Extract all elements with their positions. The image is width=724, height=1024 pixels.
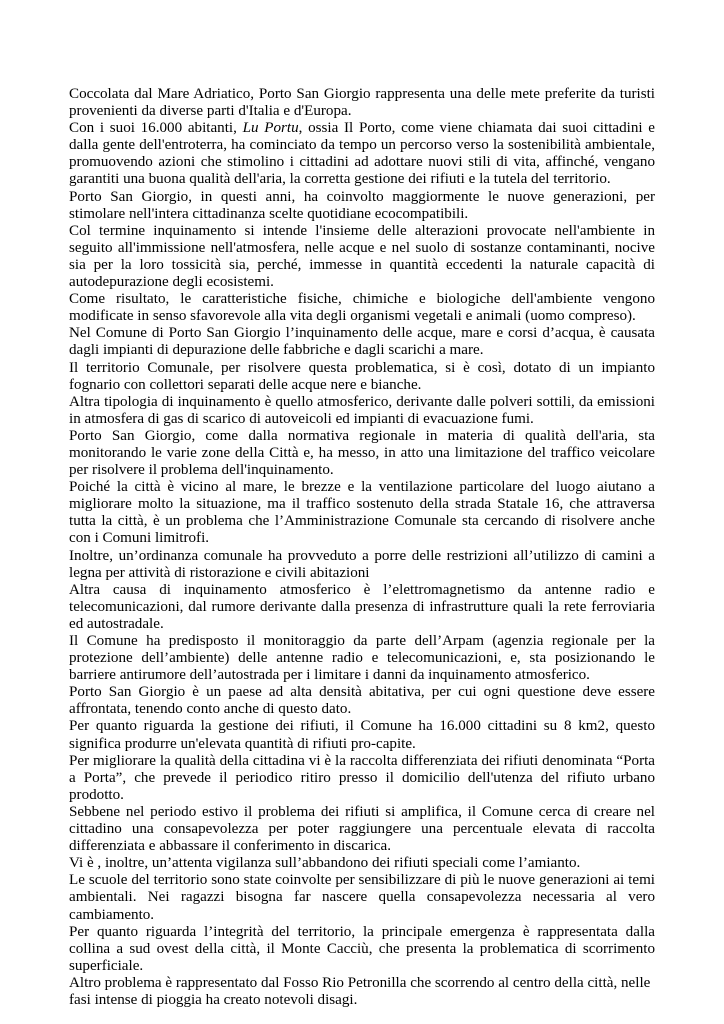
paragraph-text: Le scuole del territorio sono state coinvolte per sensibilizzare di più le nuove generazioni ai temi ambientali. Nei ragazzi bisogna far nascere quella consapevolezza necessaria al vero cambiamento. [69,872,655,923]
paragraph [69,189,655,223]
paragraph [69,291,655,325]
paragraph-text: Porto San Giorgio, in questi anni, ha coinvolto maggiormente le nuove generazioni, per stimolare nell'intera cittadinanza scelte quotidiane ecocompatibili. [69,188,655,222]
paragraph [69,428,655,479]
paragraph [69,718,655,752]
paragraph-text: Col termine inquinamento si intende l'insieme delle alterazioni provocate nell'ambiente in seguito all'immissione nell'atmosfera, nelle acque e nel suolo di sostanze contaminanti, nocive sia per la loro tossicità sia, perché, immesse in quantità eccedenti la naturale capacità di autodepurazione degli ecosistemi. [69,222,655,291]
paragraph-text: Sebbene nel periodo estivo il problema dei rifiuti si amplifica, il Comune cerca di creare nel cittadino una consapevolezza per poter raggiungere una percentuale elevata di raccolta differenziata e abbassare il conferimento in discarica. [69,803,655,855]
paragraph-text: Per quanto riguarda la gestione dei rifiuti, il Comune ha 16.000 cittadini su 8 km2, questo significa produrre un'elevata quantità di rifiuti pro-capite. [69,718,655,752]
paragraph-text: Per quanto riguarda l’integrità del territorio, la principale emergenza è rappresentata dalla collina a sud ovest della città, il Monte Cacciù, che presenta la problematica di scorrimento superficiale. [69,923,655,974]
paragraph-text: Altra tipologia di inquinamento è quello atmosferico, derivante dalle polveri sottili, da emissioni in atmosfera di gas di scarico di autoveicoli ed impianti di evacuazione fumi. [69,393,655,427]
paragraph [69,548,655,582]
paragraph [69,394,655,428]
paragraph-text: Vi è , inoltre, un’attenta vigilanza sull’abbandono dei rifiuti speciali come l’amianto. [69,855,581,872]
paragraph-text: Il territorio Comunale, per risolvere questa problematica, si è così, dotato di un impianto fognario con collettori separati delle acque nere e bianche. [69,359,655,393]
paragraph [69,872,655,923]
paragraph [69,479,655,547]
paragraph [69,582,655,633]
paragraph [69,924,655,975]
paragraph-text: Altro problema è rappresentato dal Fosso Rio Petronilla che scorrendo al centro della città, nelle fasi intense di pioggia ha creato notevoli disagi. [69,974,651,1008]
paragraph-text: Per migliorare la qualità della cittadina vi è la raccolta differenziata dei rifiuti denominata “Porta a Porta”, che prevede il periodico ritiro presso il domicilio dell'utenza del rifiuto urbano prodotto. [69,752,655,803]
paragraph [69,86,655,120]
italic-text: Lu Portu [242,120,299,137]
paragraph-text: Porto San Giorgio è un paese ad alta densità abitativa, per cui ogni questione deve essere affrontata, tenendo conto anche di questo dato. [69,684,655,718]
paragraph [69,633,655,684]
paragraph [69,120,655,188]
paragraph [69,325,655,359]
paragraph [69,804,655,855]
document-body [69,86,655,1009]
paragraph-text: Altra causa di inquinamento atmosferico è l’elettromagnetismo da antenne radio e telecomunicazioni, dal rumore derivante dalla presenza di infrastrutture quali la rete ferroviaria ed autostradale. [69,581,655,632]
paragraph [69,223,655,291]
paragraph-text: Con i suoi 16.000 abitanti, [69,120,243,137]
paragraph [69,360,655,394]
paragraph-text: Porto San Giorgio, come dalla normativa regionale in materia di qualità dell'aria, sta monitorando le varie zone della Città e, ha messo, in atto una limitazione del traffico veicolare per risolvere il problema dell'inquinamento. [69,427,655,479]
paragraph-text: Il Comune ha predisposto il monitoraggio da parte dell’Arpam (agenzia regionale per la protezione dell’ambiente) delle antenne radio e telecomunicazioni, e, sta posizionando le barriere antirumore dell’autostrada per i limitare i danni da inquinamento atmosferico. [69,633,655,684]
paragraph [69,753,655,804]
paragraph [69,975,655,1009]
paragraph-text: Coccolata dal Mare Adriatico, Porto San Giorgio rappresenta una delle mete preferite da turisti provenienti da diverse parti d'Italia e d'Europa. [69,86,655,120]
paragraph [69,684,655,718]
paragraph-text: Poiché la città è vicino al mare, le brezze e la ventilazione particolare del luogo aiutano a migliorare molto la situazione, ma il traffico sostenuto della strada Statale 16, che attraversa tutta la città, è un problema che l’Amministrazione Comunale sta cercando di risolvere anche con i Comuni limitrofi. [69,479,655,547]
paragraph-text: Inoltre, un’ordinanza comunale ha provveduto a porre delle restrizioni all’utilizzo di camini a legna per attività di ristorazione e civili abitazioni [69,547,655,581]
paragraph-text: Come risultato, le caratteristiche fisiche, chimiche e biologiche dell'ambiente vengono modificate in senso sfavorevole alla vita degli organismi vegetali e animali (uomo compreso). [69,291,655,325]
paragraph-text: , ossia Il Porto, come viene chiamata dai suoi cittadini e dalla gente dell'entroterra, ha cominciato da tempo un percorso verso la sostenibilità ambientale, promuovendo azioni che stimolino i cittadini ad adottare nuovi stili di vita, affinché, vengano garantiti una buona qualità dell'aria, la corretta gestione dei rifiuti e la tutela del territorio. [69,120,655,188]
paragraph [69,855,655,872]
paragraph-text: Nel Comune di Porto San Giorgio l’inquinamento delle acque, mare e corsi d’acqua, è causata dagli impianti di depurazione delle fabbriche e dagli scarichi a mare. [69,325,655,359]
